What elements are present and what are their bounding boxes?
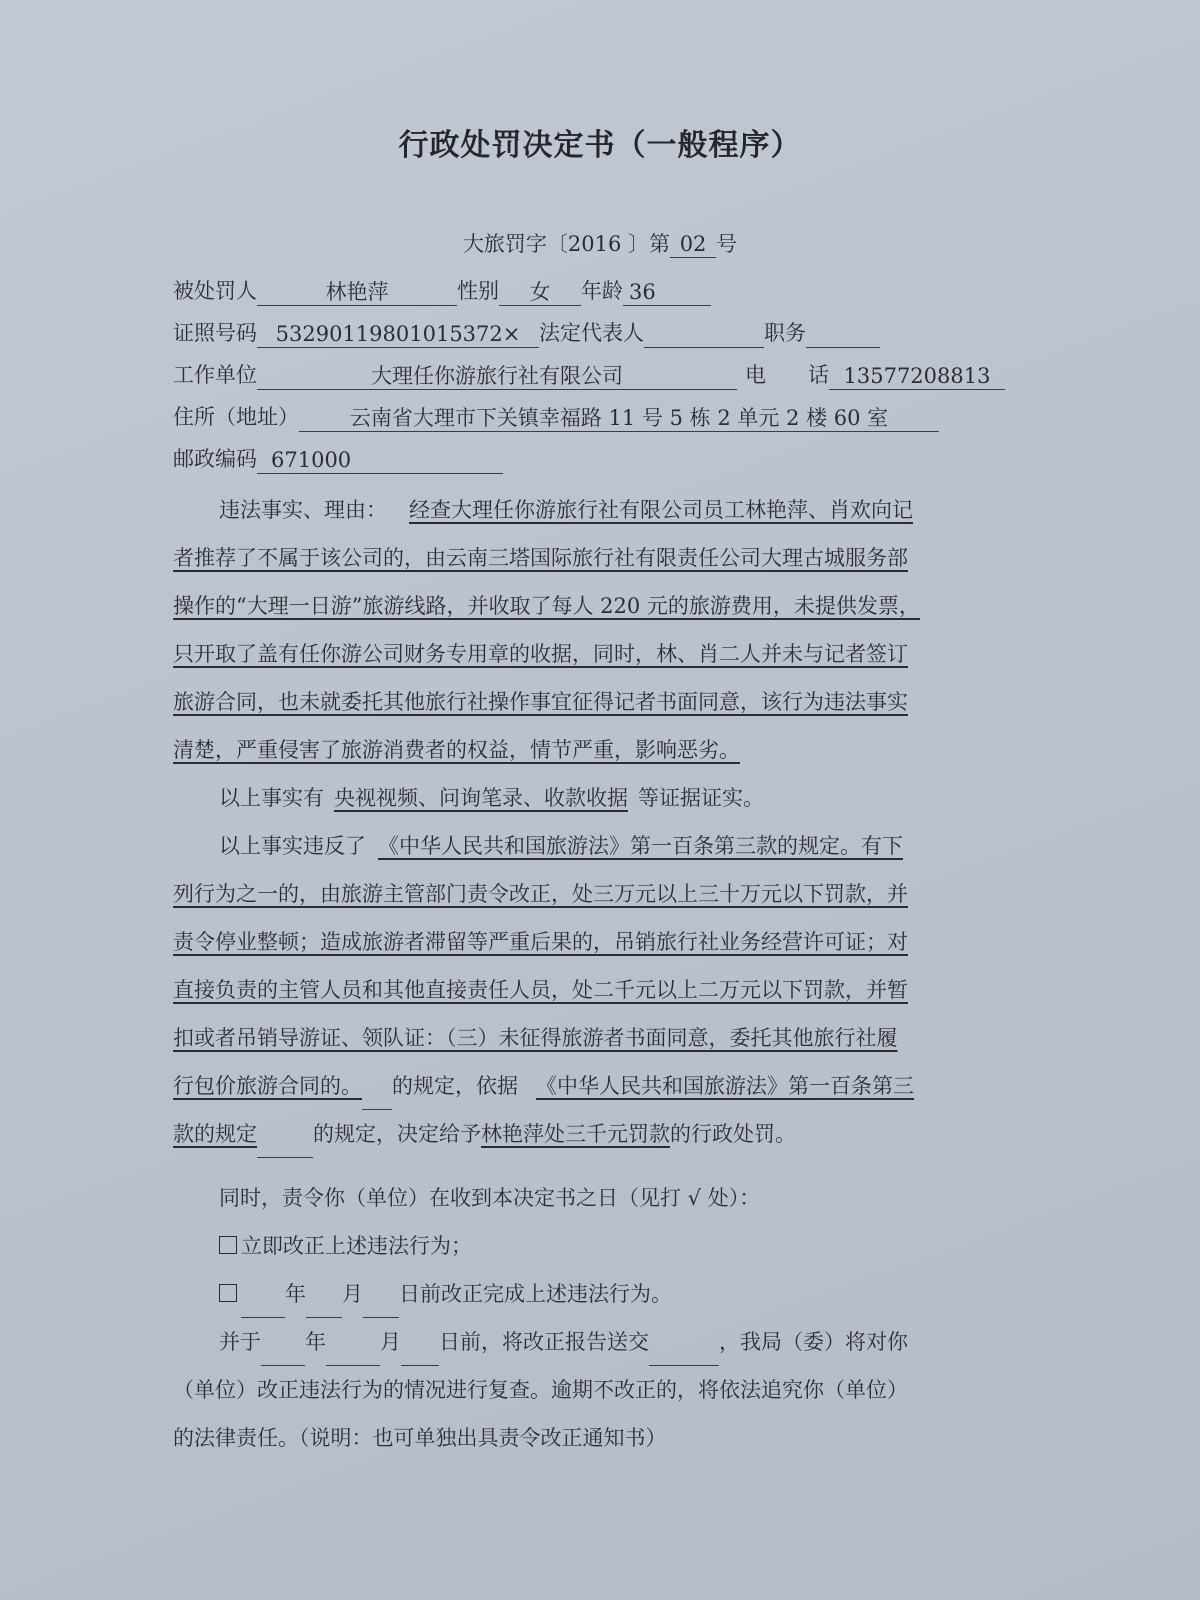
party-row: 被处罚人 林艳萍 性别 女 年龄 36	[173, 276, 711, 306]
facts-paragraph: 违法事实、理由： 经查大理任你游旅行社有限公司员工林艳萍、肖欢向记 者推荐了不属于该公司的，由云南三塔国际旅行社有限责任公司大理古城服务部 操作的“大理一日游”旅游线路，并收取了每人 220 元的旅游费用，未提供发票， 只开取了盖有任你游公司财务专用章的收据，同时，林、肖二人并未与记者签订 旅游合同，也未就委托其他旅行社操作事宜征得记者书面同意，该行为违法事实 清楚，严重侵害了旅游消费者的权益，情节严重，影响恶劣。	[173, 498, 920, 762]
address: 云南省大理市下关镇幸福路 11 号 5 栋 2 单元 2 楼 60 室	[299, 405, 939, 432]
document-title: 行政处罚决定书（一般程序）	[398, 128, 802, 163]
address-row: 住所（地址） 云南省大理市下关镇幸福路 11 号 5 栋 2 单元 2 楼 60 室	[173, 402, 939, 432]
party-gender: 女	[499, 279, 581, 306]
order-paragraph: 同时，责令你（单位）在收到本决定书之日（见打 √ 处）： 立即改正上述违法行为； 年 月 日前改正完成上述违法行为。 并于 年 月 日前，将改正报告送交 ，我局（委）将对你 （单位）改正违法行为的情况进行复查。逾期不改正的，将依法追究你（单位） 的法律责任。（说明：也可单独出具责令改正通知书）	[173, 1186, 908, 1450]
party-name: 林艳萍	[257, 279, 457, 306]
penalty: 林艳萍处三千元罚款	[481, 1122, 670, 1146]
employer: 大理任你游旅行社有限公司	[257, 363, 737, 390]
doc-number-value: 02	[670, 231, 716, 258]
postcode-row: 邮政编码 671000	[173, 444, 503, 474]
employer-row: 工作单位 大理任你游旅行社有限公司 电 话 13577208813	[173, 360, 1005, 390]
party-age: 36	[623, 279, 711, 306]
evidence-list: 央视视频、问询笔录、收款收据	[334, 786, 628, 810]
phone: 13577208813	[829, 363, 1005, 390]
legal-representative	[644, 347, 764, 348]
document-number: 大旅罚字〔2016 〕第 02 号	[462, 232, 738, 256]
violation-paragraph: 以上事实违反了 《中华人民共和国旅游法》第一百条第三款的规定。有下 列行为之一的，由旅游主管部门责令改正，处三万元以上三十万元以下罚款，并 责令停业整顿；造成旅游者滞留等严重后果的，吊销旅行社业务经营许可证；对 直接负责的主管人员和其他直接责任人员，处二千元以上二万元以下罚款，并暂 扣或者吊销导游证、领队证：（三）未征得旅游者书面同意，委托其他旅行社履 行包价旅游合同的。 的规定，依据 《中华人民共和国旅游法》第一百条第三 款的规定 的规定，决定给予林艳萍处三千元罚款的行政处罚。	[173, 822, 1043, 1158]
checkbox-immediate	[219, 1236, 237, 1254]
postcode: 671000	[257, 447, 503, 474]
party-id: 532901198010153​72×	[257, 321, 539, 348]
position	[806, 347, 880, 348]
checkbox-deadline	[219, 1284, 237, 1302]
evidence-paragraph: 以上事实有 央视视频、问询笔录、收款收据 等证据证实。	[219, 786, 764, 810]
id-row: 证照号码 532901198010153​72× 法定代表人 职务	[173, 318, 880, 348]
